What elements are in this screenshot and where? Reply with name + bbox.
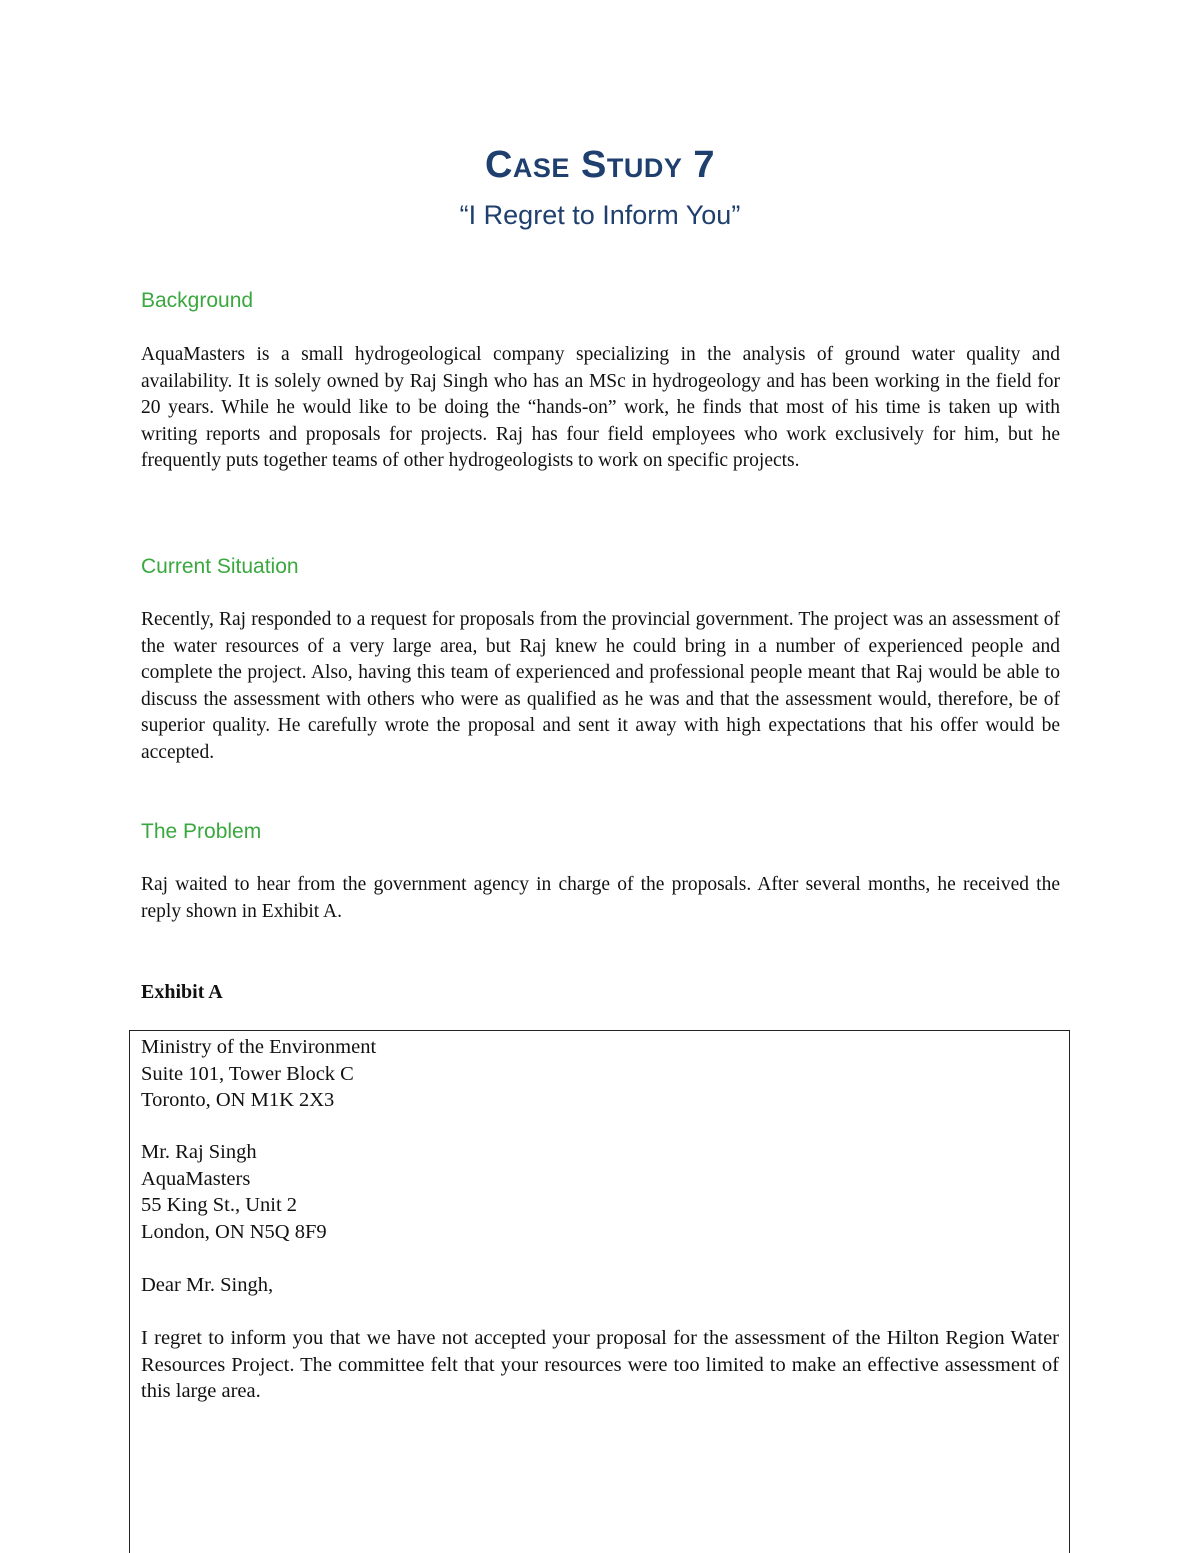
recipient-address <box>141 1139 1059 1245</box>
current-situation-paragraph: Recently, Raj responded to a request for proposals from the provincial government. The project was an assessment of the water resources of a very large area, but Raj knew he could bring in a number of experienced people and complete the project. Also, having this team of experienced and professional people meant that Raj would be able to discuss the assessment with others who were as qualified as he was and that the assessment would, therefore, be of superior quality. He carefully wrote the proposal and sent it away with high expectations that his offer would be accepted. <box>141 609 1060 763</box>
sender-line: Suite 101, Tower Block C <box>141 1062 354 1085</box>
background-heading: Background <box>141 289 254 312</box>
current-situation-heading: Current Situation <box>141 555 299 578</box>
page-subtitle: “I Regret to Inform You” <box>459 200 741 230</box>
sender-address <box>141 1034 1059 1114</box>
recipient-line: London, ON N5Q 8F9 <box>141 1220 327 1243</box>
recipient-line: 55 King St., Unit 2 <box>141 1194 298 1216</box>
problem-paragraph: Raj waited to hear from the government agency in charge of the proposals. After several months, he received the reply shown in Exhibit A. <box>141 874 1060 922</box>
problem-heading: The Problem <box>141 820 262 843</box>
recipient-line: AquaMasters <box>141 1167 251 1190</box>
recipient-line: Mr. Raj Singh <box>141 1141 257 1163</box>
exhibit-label: Exhibit A <box>141 981 223 1003</box>
sender-line: Ministry of the Environment <box>141 1036 377 1058</box>
page-title: Case Study 7 <box>484 144 716 186</box>
background-paragraph: AquaMasters is a small hydrogeological company specializing in the analysis of ground water quality and availability. It is solely owned by Raj Singh who has an MSc in hydrogeology and has been working in the field for 20 years. While he would like to be doing the “hands-on” work, he finds that most of his time is taken up with writing reports and proposals for projects. Raj has four field employees who work exclusively for him, but he frequently puts together teams of other hydrogeologists to work on specific projects. <box>141 344 1060 472</box>
sender-line: Toronto, ON M1K 2X3 <box>141 1089 335 1111</box>
letter-body: I regret to inform you that we have not accepted your proposal for the assessment of the Hilton Region Water Resources Project. The committee felt that your resources were too limited to make an effective assessment of this large area. <box>141 1327 1059 1402</box>
letter-salutation: Dear Mr. Singh, <box>141 1274 274 1296</box>
